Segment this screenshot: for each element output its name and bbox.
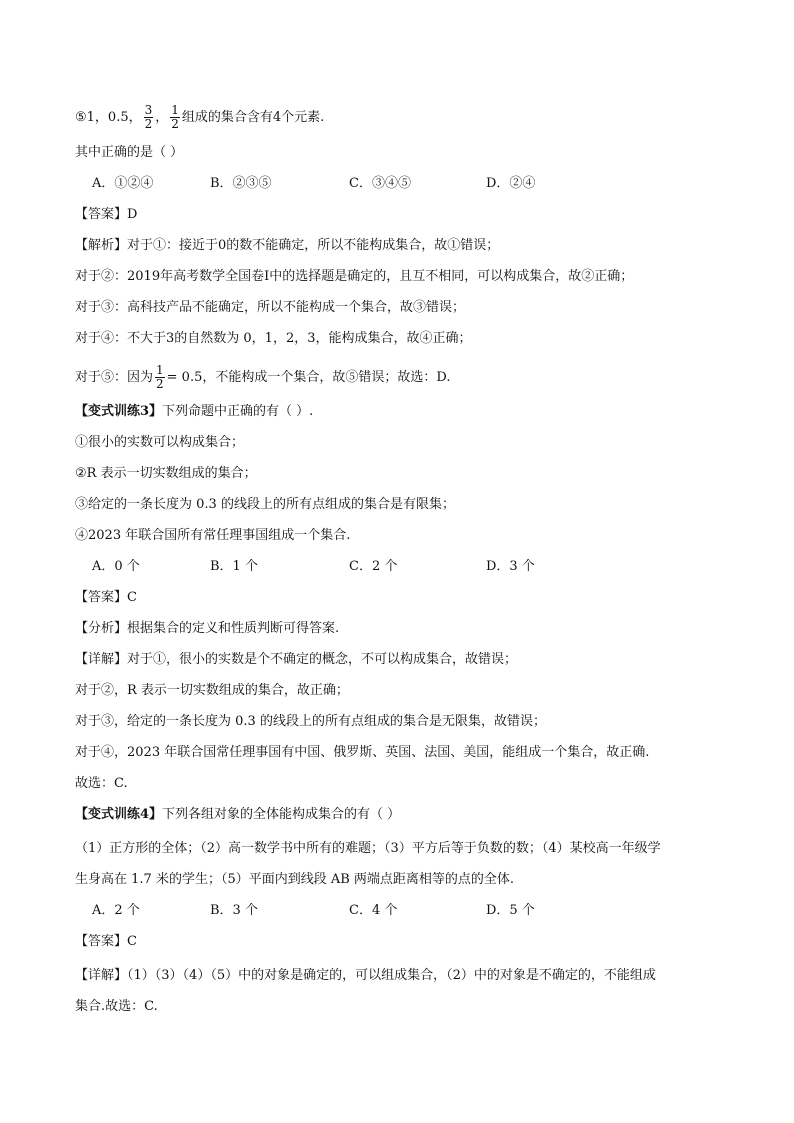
option-c: C．4 个 — [349, 903, 398, 918]
q3-detail-line: 集合.故选：C. — [75, 999, 158, 1014]
q2-detail-line: 故选：C. — [75, 776, 128, 791]
q2-answer: 【答案】C — [75, 590, 137, 605]
q3-body-line: （1）正方形的全体；（2）高一数学书中所有的难题；（3）平方后等于负数的数；（4）某校高一年级学 — [75, 841, 661, 856]
q2-detail-line: 对于④，2023 年联合国常任理事国有中国、俄罗斯、英国、法国、美国，能组成一个集合，故正确. — [75, 745, 650, 760]
q3-heading — [75, 806, 400, 824]
q2-prompt: 下列命题中正确的有（ ）. — [162, 404, 314, 419]
q1-analysis-line: 对于④：不大于3的自然数为 0，1，2，3，能构成集合，故④正确； — [75, 331, 472, 346]
q2-detail-line: 对于②，R 表示一切实数组成的集合，故正确； — [75, 683, 349, 698]
q2-item: ③给定的一条长度为 0.3 的线段上的所有点组成的集合是有限集； — [75, 497, 455, 512]
option-b: B．②③⑤ — [210, 176, 272, 191]
option-d: D．②④ — [486, 176, 536, 191]
option-c: C．③④⑤ — [349, 176, 411, 191]
q1-analysis-last-line: 对于⑤：因为 $\frac{1}{2}$ = 0.5，不能构成一个集合，故⑤错误；故选：D. — [75, 363, 451, 391]
q2-detail-line: 对于③，给定的一条长度为 0.3 的线段上的所有点组成的集合是无限集，故错误； — [75, 714, 546, 729]
fraction-1-over-2: $\frac{1}{2}$ — [156, 363, 164, 391]
q2-detail-line: 【详解】对于①，很小的实数是个不确定的概念，不可以构成集合，故错误； — [75, 652, 518, 667]
option-d: D．5 个 — [486, 903, 535, 918]
option-a: A．①②④ — [92, 176, 154, 191]
q1-answer: 【答案】D — [75, 207, 138, 222]
q1-analysis-line: 【解析】对于①：接近于0的数不能确定，所以不能构成集合，故①错误； — [75, 238, 500, 253]
option-c: C．2 个 — [349, 559, 398, 574]
q3-detail-line: 【详解】（1）（3）（4）（5）中的对象是确定的，可以组成集合，（2）中的对象是不确定的，不能组成 — [75, 968, 656, 983]
q1-analysis-line: 对于②：2019年高考数学全国卷Ⅰ中的选择题是确定的，且互不相同，可以构成集合，故②正确； — [75, 269, 634, 284]
fraction-1-over-2: $\frac{1}{2}$ — [171, 103, 179, 131]
statement-5: ⑤1，0.5， $\frac{3}{2}$ ， $\frac{1}{2}$ 组成的集合含有4个元素. — [75, 103, 325, 131]
q3-answer: 【答案】C — [75, 934, 137, 949]
q1-analysis-line: 对于③：高科技产品不能确定，所以不能构成一个集合，故③错误； — [75, 300, 466, 315]
q2-item: ④2023 年联合国所有常任理事国组成一个集合. — [75, 528, 351, 543]
q2-item: ①很小的实数可以构成集合； — [75, 435, 245, 450]
q3-body-line: 生身高在 1.7 米的学生；（5）平面内到线段 AB 两端点距离相等的点的全体. — [75, 872, 515, 887]
q2-heading — [75, 403, 313, 421]
statement-5-text-a: 1，0.5， — [86, 110, 142, 125]
option-b: B．3 个 — [210, 903, 258, 918]
fraction-3-over-2: $\frac{3}{2}$ — [144, 103, 153, 131]
q2-item: ②R 表示一切实数组成的集合； — [75, 466, 257, 481]
q2-title: 【变式训练3】 — [75, 404, 163, 419]
option-a: A．0 个 — [92, 559, 140, 574]
question-prompt: 其中正确的是（ ） — [75, 145, 184, 160]
q3-title: 【变式训练4】 — [75, 807, 163, 822]
statement-5-text-b: 组成的集合含有4个元素. — [181, 110, 325, 125]
option-d: D．3 个 — [486, 559, 535, 574]
q2-analysis: 【分析】根据集合的定义和性质判断可得答案. — [75, 621, 340, 636]
option-b: B．1 个 — [210, 559, 258, 574]
q3-prompt: 下列各组对象的全体能构成集合的有（ ） — [162, 807, 401, 822]
option-a: A．2 个 — [92, 903, 140, 918]
statement-5-marker: ⑤ — [75, 110, 87, 125]
